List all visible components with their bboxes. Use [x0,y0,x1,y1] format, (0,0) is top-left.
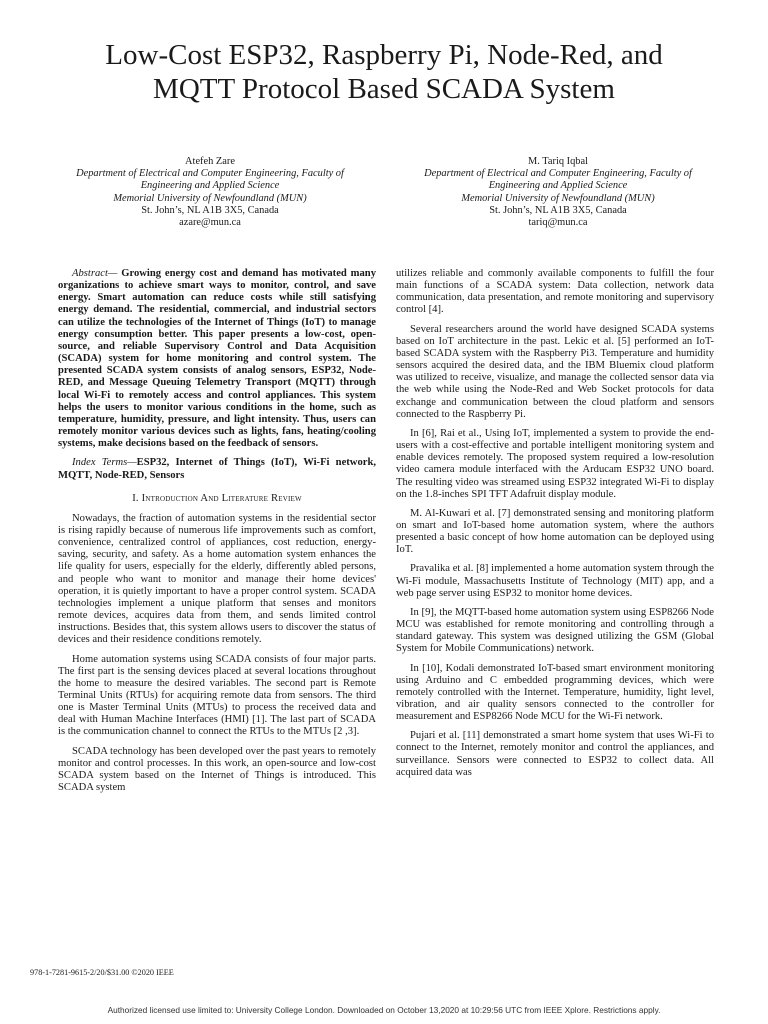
body-paragraph: Several researchers around the world have designed SCADA systems based on IoT architecture in the past. Lekic et al. [5] performed an IoT-based SCADA system with the Raspberry Pi3. Temperature and humidity sensors acquired the desired data, and the IBM Bluemix cloud platform was utilized to receive, visualize, and manage the collected sensor data via the web while using the Node-Red and Web Socket protocols for data exchange and communication between the cloud platform and sensors connected to the Raspberry Pi. [396,323,714,420]
body-paragraph: Pujari et al. [11] demonstrated a smart home system that uses Wi-Fi to connect to the Internet, remotely monitor and control the appliances, and surveillance. Sensors were connected to ESP32 to collect data. All acquired data was [396,730,714,778]
author-university: Memorial University of Newfoundland (MUN) [113,192,307,204]
body-paragraph: Pravalika et al. [8] implemented a home automation system through the Wi-Fi module, Massachusetts Institute of Technology (MIT) app, and a web page server using ESP32 to monitor home devices. [396,563,714,599]
author-city: St. John’s, NL A1B 3X5, Canada [141,204,279,216]
body-paragraph: M. Al-Kuwari et al. [7] demonstrated sensing and monitoring platform on smart and IoT-based home automation system, where the authors presented a basic concept of how home automation can be deployed using IoT. [396,507,714,556]
author-block-2 [388,156,728,229]
body-paragraph: In [6], Rai et al., Using IoT, implemented a system to provide the end-users with a cost-effective and portable intelligent monitoring system and enable devices remotely. The proposed system required a low-resolution video camera module interfaced with the Arducam ESP32 UNO board. The resulting video was streamed using ESP32 integrated Wi-Fi to display on the 1.8-inches SPI TFT Adafruit display module. [396,427,714,500]
index-terms-label: Index Terms— [72,457,137,469]
author-email: azare@mun.ca [179,217,241,229]
license-notice: Authorized licensed use limited to: University College London. Downloaded on October 13,2020 at 10:29:56 UTC from IEEE Xplore. Restrictions apply. [107,1005,661,1015]
title-line-1: Low-Cost ESP32, Raspberry Pi, Node-Red, and [105,39,663,71]
author-name: Atefeh Zare [185,156,235,167]
author-name: M. Tariq Iqbal [528,156,588,167]
body-paragraph: Home automation systems using SCADA consists of four major parts. The first part is the sensing devices placed at several locations throughout the home to measure the desired variables. The second part is Remote Terminal Units (RTUs) for acquiring remote data from sensors. The third one is Master Terminal Units (MTUs) to process the received data and deal with Human Machine Interfaces (HMI) [1]. The last part of SCADA is the communication channel to connect the RTUs to the MTUs [2 ,3]. [58,653,376,738]
body-paragraph: utilizes reliable and commonly available components to fulfill the four main functions of a SCADA system: Data collection, network data communication, data presentation, and remote monitoring and supervisory control [4]. [396,268,714,316]
left-column [58,268,376,801]
copyright-footer: 978-1-7281-9615-2/20/$31.00 ©2020 IEEE [30,968,174,977]
author-city: St. John’s, NL A1B 3X5, Canada [489,204,627,216]
body-paragraph: In [10], Kodali demonstrated IoT-based smart environment monitoring using Arduino and C embedded programming devices, which were remotely controlled with the Internet. Temperature, humidity, light level, vibration, and air quality sensors connected to the controller for measurement and ESP8266 Node MCU for the Wi-Fi network. [396,662,714,723]
abstract-label: Abstract— [72,268,118,279]
author-block-1 [40,156,380,229]
author-faculty: Engineering and Applied Science [488,180,628,192]
abstract-text: Growing energy cost and demand has motivated many organizations to achieve smart ways to monitor, control, and save energy. Smart automation can reduce costs while still satisfying energy demand. The residential, commercial, and industrial sectors can utilize the technologies of the Internet of Things (IoT) to manage energy consumption better. This paper presents a low-cost, open-source, and reliable Supervisory Control and Data Acquisition (SCADA) system for home monitoring and control system. The presented SCADA system consists of analog sensors, ESP32, Node-RED, and Message Queuing Telemetry Transport (MQTT) through local Wi-Fi to remotely access and control appliances. This system helps the users to monitor various conditions in the home, such as temperature, humidity, pressure, and light intensity. Thus, users can remotely monitor various devices such as lights, fans, heating/cooling systems, make decisions based on the feedback of sensors. [58,268,376,450]
author-department: Department of Electrical and Computer Engineering, Faculty of [76,168,344,180]
section-heading: I. Introduction And Literature Review [132,492,302,504]
body-paragraph: Nowadays, the fraction of automation systems in the residential sector is rising rapidly because of numerous life improvements such as comfort, convenience, centralized control of appliances, cost reduction, energy-saving, security, and safety. As a home automation system enhances the life quality for users, especially for the elderly, differently abled persons, and people who want to monitor and manage their home devices' operation, it is quietly important to have a proper control system. SCADA technologies implement a unique platform that senses and monitors remote devices, acquires data from them, and sends limited control instructions. Besides that, this system allows users to discover the status of devices and their residence conditions remotely. [58,512,376,646]
paper-title [30,38,738,106]
author-email: tariq@mun.ca [528,217,588,229]
author-faculty: Engineering and Applied Science [140,180,280,192]
body-paragraph: In [9], the MQTT-based home automation system using ESP8266 Node MCU was established for remote monitoring and controlling through a standard gateway. This system was designed utilizing the GSM (Global System for Mobile Communications) network. [396,606,714,655]
author-department: Department of Electrical and Computer Engineering, Faculty of [424,168,692,180]
index-terms [58,457,376,481]
index-terms-text: ESP32, Internet of Things (IoT), Wi-Fi network, MQTT, Node-RED, Sensors [58,457,376,481]
author-university: Memorial University of Newfoundland (MUN) [461,192,655,204]
title-line-2: MQTT Protocol Based SCADA System [153,73,615,105]
abstract [58,268,376,450]
body-paragraph: SCADA technology has been developed over the past years to remotely monitor and control processes. In this work, an open-source and low-cost SCADA system based on the Internet of Things is introduced. This SCADA system [58,745,376,794]
right-column [396,268,714,786]
